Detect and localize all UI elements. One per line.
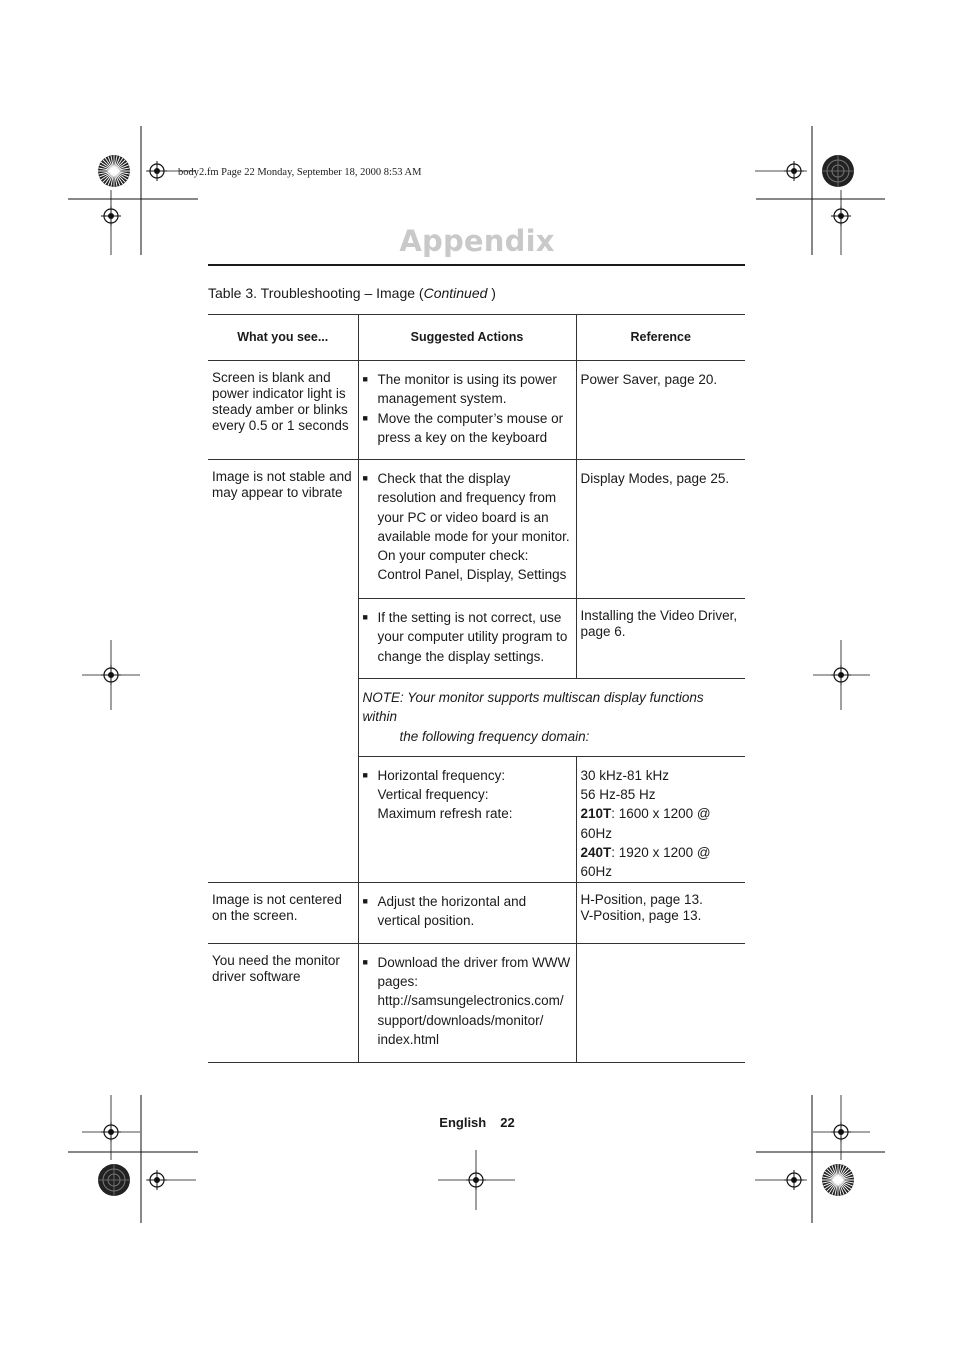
note-line-1: NOTE: Your monitor supports multiscan display functions within — [362, 690, 704, 725]
table-header-row — [208, 315, 745, 361]
actions-cell — [358, 460, 576, 599]
freq-label-refresh: Maximum refresh rate: — [377, 806, 513, 822]
header-what-you-see: What you see... — [208, 315, 358, 361]
table-row — [208, 361, 745, 460]
table-caption-suffix: ) — [487, 285, 496, 301]
refresh-210t — [581, 804, 746, 843]
action-item: ■ Check that the display resolution and frequency from your PC or video board is an available mode for your monitor. On your computer check: Control Panel, Display, Settings — [363, 469, 572, 585]
actions-cell — [358, 599, 576, 679]
symptom-cell: You need the monitor driver software — [208, 943, 358, 1062]
model-240t: 240T — [580, 845, 612, 861]
refresh-240t — [581, 843, 746, 882]
print-header: body2.fm Page 22 Monday, September 18, 2000 8:53 AM — [178, 167, 422, 178]
note-cell — [358, 679, 745, 757]
page-title: Appendix — [399, 224, 555, 258]
refresh-240t-value: : 1920 x 1200 @ 60Hz — [580, 845, 711, 880]
reference-v-position: V-Position, page 13. — [580, 907, 702, 923]
freq-label-vertical: Vertical frequency: — [377, 787, 489, 803]
reference-cell: Installing the Video Driver, page 6. — [576, 599, 745, 679]
actions-cell — [358, 943, 576, 1062]
symptom-cell: Image is not centered on the screen. — [208, 882, 358, 943]
reference-cell: Display Modes, page 25. — [576, 460, 745, 599]
reference-h-position: H-Position, page 13. — [580, 891, 703, 907]
vertical-freq-value: 56 Hz-85 Hz — [580, 787, 656, 803]
table-row — [208, 460, 745, 599]
actions-cell — [358, 756, 576, 882]
note-line-2: the following frequency domain: — [399, 728, 590, 744]
reference-cell: Power Saver, page 20. — [576, 361, 745, 460]
horizontal-freq-value: 30 kHz-81 kHz — [580, 767, 670, 783]
actions-cell — [358, 361, 576, 460]
action-item: ■ If the setting is not correct, use your computer utility program to change the display settings. — [363, 608, 572, 666]
header-reference: Reference — [576, 315, 745, 361]
footer-page-number: 22 — [500, 1115, 515, 1130]
table-row — [208, 882, 745, 943]
freq-label-horizontal: Horizontal frequency: — [377, 767, 506, 783]
actions-cell — [358, 882, 576, 943]
symptom-cell: Image is not stable and may appear to vibrate — [208, 460, 358, 883]
symptom-cell: Screen is blank and power indicator light is steady amber or blinks every 0.5 or 1 seconds — [208, 361, 358, 460]
action-item: ■ Adjust the horizontal and vertical position. — [363, 892, 572, 931]
page-footer — [0, 1115, 954, 1130]
table-caption-continued: Continued — [423, 285, 488, 301]
title-rule — [208, 264, 745, 266]
reference-cell — [576, 756, 745, 882]
model-210t: 210T — [580, 806, 612, 822]
table-caption — [208, 285, 496, 301]
reference-cell — [576, 943, 745, 1062]
table-row — [208, 943, 745, 1062]
action-item: ■ Download the driver from WWW pages: http://samsungelectronics.com/ support/downloads/monitor/ index.html — [363, 953, 572, 1049]
refresh-210t-value: : 1600 x 1200 @ 60Hz — [580, 806, 711, 841]
troubleshooting-table — [208, 314, 745, 1063]
table-caption-prefix: Table 3. Troubleshooting – Image ( — [208, 285, 424, 301]
action-item: ■ The monitor is using its power management system. — [363, 370, 572, 409]
header-suggested-actions: Suggested Actions — [358, 315, 576, 361]
reference-cell — [576, 882, 745, 943]
action-item — [363, 766, 572, 785]
action-item: ■ Move the computer’s mouse or press a key on the keyboard — [363, 409, 572, 448]
footer-language: English — [439, 1115, 487, 1130]
